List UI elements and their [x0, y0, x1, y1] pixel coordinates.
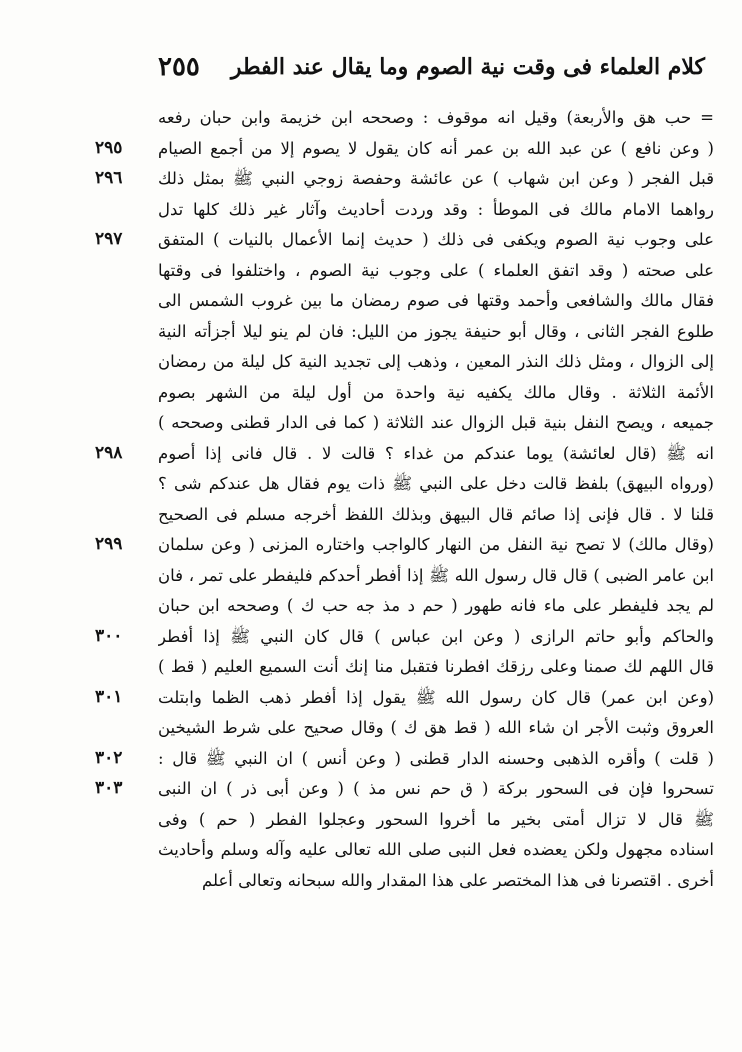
body-text [158, 103, 714, 896]
text-line: (وعن ابن عمر) قال كان رسول الله ﷺ يقول إذا أفطر ذهب الظما وابتلت [158, 687, 714, 707]
hadith-number: ٣٠٣ [95, 778, 123, 798]
text-line: إلى الزوال ، ومثل ذلك النذر المعين ، وذهب إلى تجديد النية كل ليلة من رمضان [158, 352, 714, 371]
hadith-number: ٢٩٧ [95, 229, 123, 249]
hadith-number: ٣٠٢ [95, 747, 123, 768]
text-line: العروق وثبت الأجر ان شاء الله ( قط هق ك ) وقال صحيح على شرط الشيخين [158, 718, 714, 737]
text-line: = حب هق والأربعة) وقيل انه موقوف : وصححه ابن خزيمة وابن حبان رفعه [158, 108, 714, 127]
page-number: ٢٥٥ [158, 52, 200, 82]
text-line: تسحروا فإن فى السحور بركة ( ق حم نس مذ ) ( وعن أبى ذر ) ان النبى [158, 779, 714, 798]
text-line: الأئمة الثلاثة . وقال مالك يكفيه نية واحدة من أول ليلة من الشهر بصوم [158, 382, 714, 402]
text-line: أخرى . اقتصرنا فى هذا المختصر على هذا المقدار والله سبحانه وتعالى أعلم [202, 870, 714, 890]
text-line: ابن عامر الضبى ) قال قال رسول الله ﷺ إذا أفطر أحدكم فليفطر على تمر ، فان [158, 565, 714, 585]
hadith-number: ٢٩٨ [95, 442, 123, 463]
page-title: كلام العلماء فى وقت نية الصوم وما يقال عند الفطر [230, 54, 705, 80]
text-line: قلنا لا . قال فإنى إذا صائم قال البيهق وبذلك اللفظ أخرجه مسلم فى الصحيح [158, 504, 714, 524]
hadith-number: ٢٩٩ [95, 534, 123, 554]
text-line: فقال مالك والشافعى وأحمد وقتها فى صوم رمضان ما بين غروب الشمس الى [158, 291, 714, 310]
hadith-number: ٣٠٠ [95, 625, 123, 646]
text-line: ﷺ قال لا تزال أمتى بخير ما أخروا السحور وعجلوا الفطر ( حم ) وفى [158, 809, 714, 829]
hadith-number: ٣٠١ [95, 686, 123, 707]
text-line: انه ﷺ (قال لعائشة) يوما عندكم من غداء ؟ قالت لا . قال فانى إذا أصوم [158, 443, 714, 463]
text-line: اسناده مجهول ولكن يعضده فعل النبى صلى الله تعالى عليه وآله وسلم وأحاديث [158, 840, 714, 859]
text-line: جميعه ، ويصح النفل بنية قبل الزوال عند الثلاثة ( كما فى الدار قطنى وصححه ) [158, 413, 714, 432]
hadith-number: ٢٩٥ [95, 137, 123, 158]
text-line: لم يجد فليفطر على ماء فانه طهور ( حم د مذ جه حب ك ) وصححه ابن حبان [158, 596, 714, 615]
text-line: قبل الفجر ( وعن ابن شهاب ) عن عائشة وحفصة زوجي النبي ﷺ بمثل ذلك [158, 169, 714, 188]
text-line: ( وعن نافع ) عن عبد الله بن عمر أنه كان يقول لا يصوم إلا من أجمع الصيام [158, 138, 714, 158]
text-line: على صحته ( وقد اتفق العلماء ) على وجوب نية الصوم ، واختلفوا فى وقتها [158, 260, 714, 280]
text-line: طلوع الفجر الثانى ، وقال أبو حنيفة يجوز من الليل: فان لم ينو ليلا أجزأته النية [158, 321, 714, 341]
text-line: (وقال مالك) لا تصح نية النفل من النهار كالواجب واختاره المزنى ( وعن سلمان [158, 535, 714, 554]
page-header [150, 52, 705, 92]
text-line: ( قلت ) وأقره الذهبى وحسنه الدار قطنى ( وعن أنس ) ان النبي ﷺ قال : [158, 748, 714, 768]
text-line: والحاكم وأبو حاتم الرازى ( وعن ابن عباس ) قال كان النبي ﷺ إذا أفطر [158, 626, 714, 646]
text-line: قال اللهم لك صمنا وعلى رزقك افطرنا فتقبل منا إنك أنت السميع العليم ( قط ) [158, 657, 714, 676]
text-line: (ورواه البيهق) بلفظ قالت دخل على النبي ﷺ ذات يوم فقال هل عندكم شى ؟ [158, 474, 714, 493]
hadith-number: ٢٩٦ [95, 168, 123, 188]
text-line: رواهما الامام مالك فى الموطأ : وقد وردت أحاديث وآثار غير ذلك كلها تدل [158, 199, 714, 219]
text-line: على وجوب نية الصوم ويكفى فى ذلك ( حديث إنما الأعمال بالنيات ) المتفق [158, 230, 714, 249]
